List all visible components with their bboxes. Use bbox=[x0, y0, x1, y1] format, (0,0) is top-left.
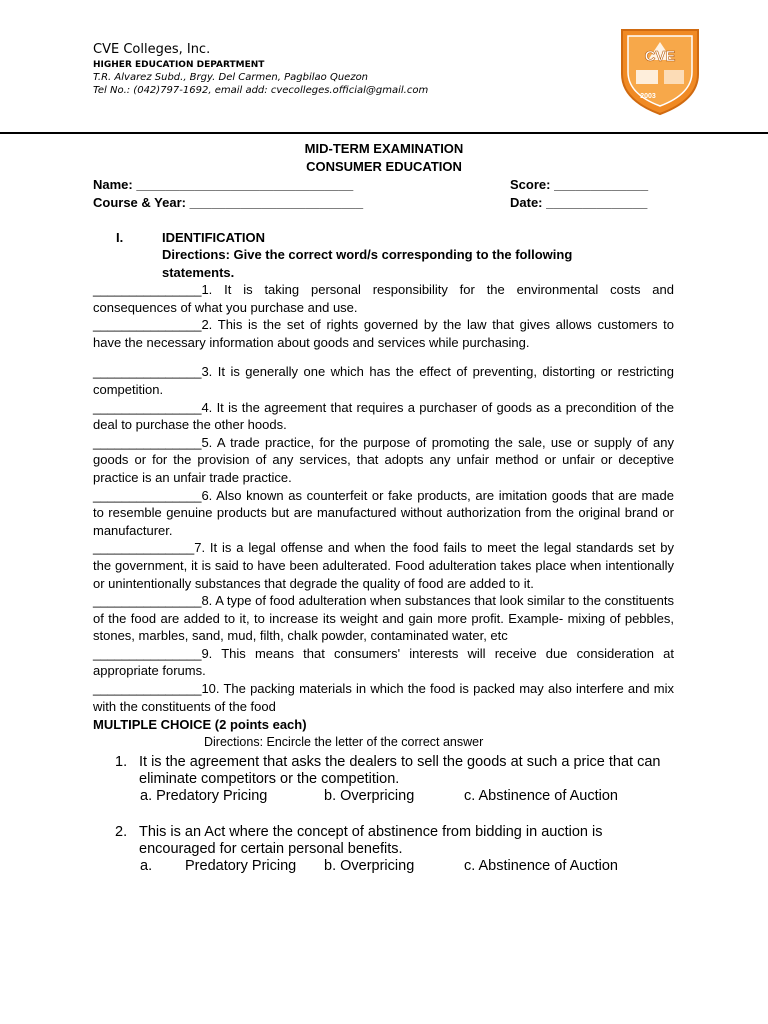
cve-logo-icon bbox=[618, 26, 702, 116]
section-number: I. bbox=[116, 230, 124, 245]
identification-item: _______________2. This is the set of rights governed by the law that gives allows customers to have the necessary information about goods and services while purchasing. bbox=[93, 317, 674, 350]
identification-item: _______________9. This means that consumers' interests will receive due consideration at appropriate forums. bbox=[93, 645, 674, 679]
exam-subject: CONSUMER EDUCATION bbox=[306, 159, 462, 174]
question-text: It is the agreement that asks the dealers to sell the goods at such a price that can eliminate competitors or the competition. bbox=[139, 754, 661, 788]
identification-item: _______________5. A trade practice, for the purpose of promoting the sale, use or supply of any goods or for the provision of any services, that adopts any unfair method or unfair or deceptive practice is an unfair trade practice. bbox=[93, 434, 674, 485]
choice-a-text: Predatory Pricing bbox=[185, 858, 297, 875]
identification-item: _______________6. Also known as counterfeit or fake products, are imitation goods that are made to resemble genuine products but are manufactured without authorization from the original brand or manufacturer. bbox=[93, 487, 674, 538]
mc-question bbox=[93, 754, 674, 807]
multiple-choice-directions: Directions: Encircle the letter of the correct answer bbox=[204, 734, 484, 749]
section-directions: Directions: Give the correct word/s corresponding to the following bbox=[162, 247, 573, 262]
question-number: 2. bbox=[115, 824, 128, 841]
date-field: Date: ______________ bbox=[510, 195, 648, 210]
question-text: This is an Act where the concept of abstinence from bidding in auction is encouraged for certain personal benefits. bbox=[139, 824, 603, 858]
choice-b: b. Overpricing bbox=[324, 858, 415, 875]
contact-info: Tel No.: (042)797-1692, email add: cvecolleges.official@gmail.com bbox=[93, 85, 429, 96]
section-directions-cont: statements. bbox=[162, 265, 235, 280]
choice-a: a. Predatory Pricing bbox=[140, 788, 268, 805]
mc-question bbox=[93, 824, 674, 877]
multiple-choice-title: MULTIPLE CHOICE (2 points each) bbox=[93, 717, 307, 733]
choice-c: c. Abstinence of Auction bbox=[464, 788, 618, 805]
letterhead bbox=[93, 42, 428, 96]
question-number: 1. bbox=[115, 754, 128, 771]
org-name: CVE Colleges, Inc. bbox=[93, 42, 211, 57]
exam-title: MID-TERM EXAMINATION bbox=[304, 141, 464, 156]
identification-item: _______________3. It is generally one which has the effect of preventing, distorting or restricting competition. bbox=[93, 364, 674, 397]
choice-b: b. Overpricing bbox=[324, 788, 415, 805]
identification-item: ______________7. It is a legal offense and when the food fails to meet the legal standards set by the government, it is said to have been adulterated. Food adulteration takes place when intentionally or unintentionally substances that degrade the quality of food are added to it. bbox=[93, 540, 674, 591]
logo-text: CVE bbox=[644, 48, 676, 65]
exam-body bbox=[93, 281, 674, 877]
choice-a-letter: a. bbox=[140, 858, 153, 875]
department-name: HIGHER EDUCATION DEPARTMENT bbox=[93, 60, 265, 70]
score-field: Score: _____________ bbox=[510, 177, 649, 192]
section-title: IDENTIFICATION bbox=[162, 230, 266, 245]
identification-item: _______________1. It is taking personal responsibility for the environmental costs and consequences of what you purchase and use. bbox=[93, 282, 674, 315]
logo-year: 2003 bbox=[640, 93, 656, 100]
identification-item: _______________8. A type of food adulteration when substances that look similar to the constituents of the food are added to it, to increase its weight and gain more profit. Example- mixing of pebbles, stones, marbles, sand, mud, filth, chalk powder, contaminated water, etc bbox=[93, 593, 674, 644]
name-field: Name: ______________________________ bbox=[93, 177, 354, 192]
identification-item: _______________10. The packing materials in which the food is packed may also interfere and mix with the constituents of the food bbox=[93, 681, 674, 714]
choice-c: c. Abstinence of Auction bbox=[464, 858, 618, 875]
identification-item: _______________4. It is the agreement that requires a purchaser of goods as a precondition of the deal to purchase the other hoods. bbox=[93, 399, 674, 433]
course-year-field: Course & Year: ________________________ bbox=[93, 195, 364, 210]
address: T.R. Alvarez Subd., Brgy. Del Carmen, Pagbilao Quezon bbox=[93, 72, 369, 83]
header-divider bbox=[0, 132, 768, 134]
